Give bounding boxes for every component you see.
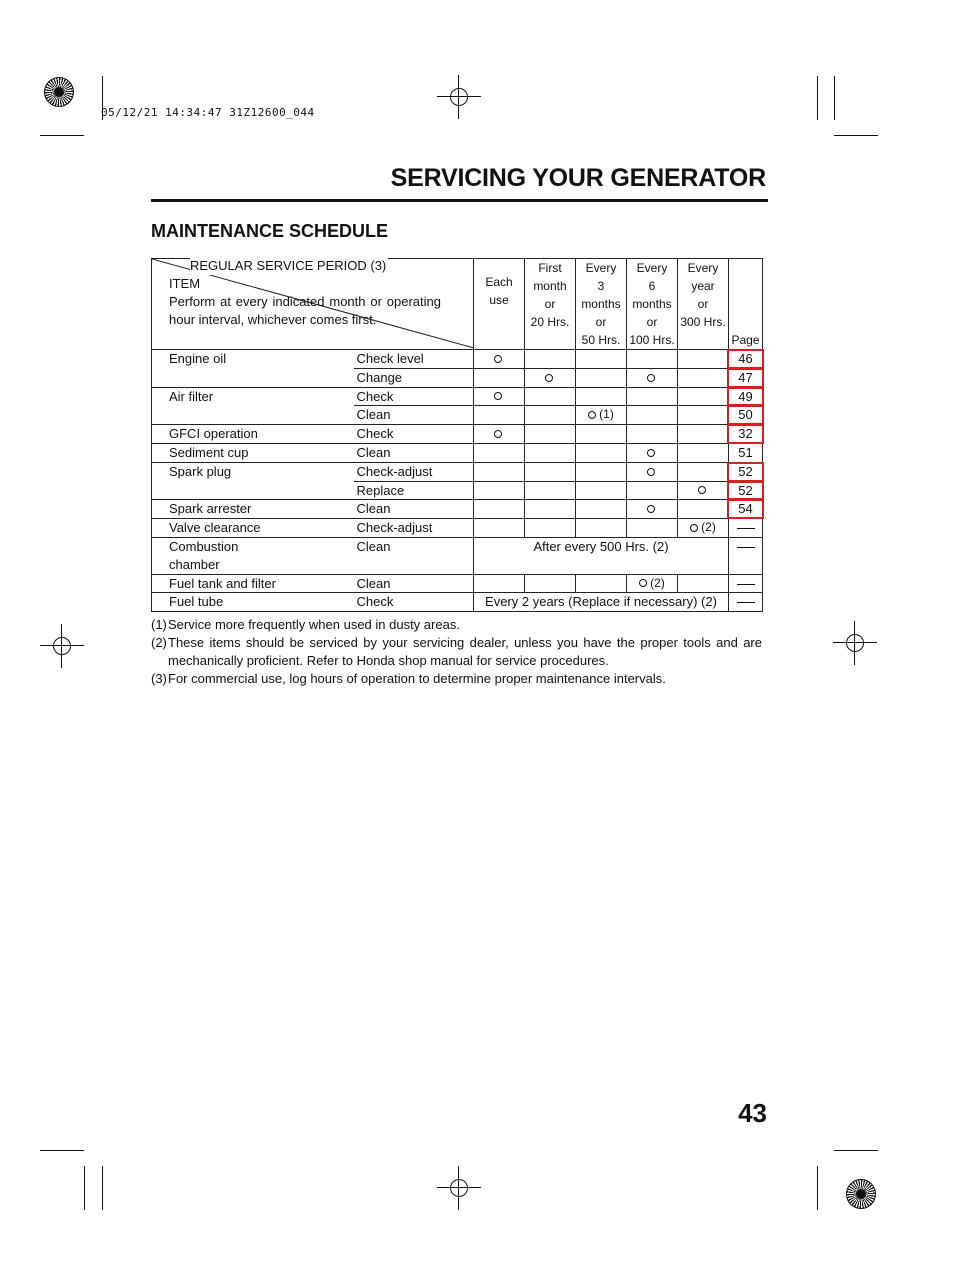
schedule-mark-cell — [474, 443, 525, 462]
item-name-cell — [152, 574, 354, 593]
page-reference-cell — [729, 519, 763, 538]
table-row — [152, 350, 763, 369]
circle-mark-icon — [647, 505, 655, 513]
circle-mark-icon — [639, 579, 647, 587]
schedule-mark-cell — [474, 425, 525, 444]
action-cell — [354, 350, 474, 369]
column-header — [474, 259, 525, 350]
item-name-cell — [152, 425, 354, 444]
crosshair-mark-icon — [833, 621, 877, 665]
schedule-mark-cell — [627, 574, 678, 593]
crop-mark — [834, 76, 835, 120]
action-cell — [354, 406, 474, 425]
maintenance-schedule-table — [151, 258, 762, 612]
column-header-line: Every — [687, 261, 719, 275]
item-name: Air filter — [169, 388, 214, 404]
schedule-mark-cell — [474, 350, 525, 369]
column-header — [576, 259, 627, 350]
item-name: Spark plug — [169, 463, 232, 479]
service-period-label: REGULAR SERVICE PERIOD (3) — [190, 258, 387, 273]
table-row — [152, 593, 763, 612]
schedule-mark-cell — [627, 425, 678, 444]
schedule-mark-cell — [525, 350, 576, 369]
schedule-mark-cell — [627, 387, 678, 406]
section-title: MAINTENANCE SCHEDULE — [151, 221, 389, 241]
crosshair-mark-icon — [437, 75, 481, 119]
page-reference-cell — [729, 462, 763, 481]
footnote-text: These items should be serviced by your servicing dealer, unless you have the proper tools and are mechanically proficient. Refer to Honda shop manual for service procedures. — [168, 635, 762, 668]
dash-mark-icon — [737, 584, 755, 585]
table-row — [152, 462, 763, 481]
column-header-line: 20 Hrs. — [530, 315, 570, 329]
item-name-cell — [152, 462, 354, 481]
action-label: Clean — [356, 575, 391, 591]
column-header-line: 50 Hrs. — [581, 333, 621, 347]
schedule-mark-cell — [474, 519, 525, 538]
schedule-mark-cell — [678, 406, 729, 425]
column-header-line: Each — [485, 275, 513, 289]
interval-span-cell — [474, 593, 729, 612]
schedule-mark-cell — [627, 368, 678, 387]
schedule-mark-cell — [678, 368, 729, 387]
interval-text: Every 2 years (Replace if necessary) (2) — [485, 594, 717, 610]
action-label: Check-adjust — [356, 520, 433, 536]
circle-mark-icon — [494, 355, 502, 363]
item-name: Combustion chamber — [169, 538, 239, 572]
crop-mark — [84, 1166, 85, 1210]
footnote-text: For commercial use, log hours of operation to determine proper maintenance intervals. — [168, 671, 666, 686]
action-label: Clean — [356, 407, 391, 423]
schedule-mark-cell — [576, 350, 627, 369]
column-header-line: months — [581, 297, 621, 311]
schedule-mark-cell — [525, 368, 576, 387]
action-cell — [354, 462, 474, 481]
page-reference-cell — [729, 368, 763, 387]
schedule-mark-cell — [474, 406, 525, 425]
table-header-row — [152, 259, 763, 350]
schedule-mark-cell — [678, 462, 729, 481]
table-row — [152, 368, 763, 387]
table-row — [152, 519, 763, 538]
item-name-cell — [152, 350, 354, 369]
schedule-mark-cell — [525, 519, 576, 538]
column-header-line: or — [595, 315, 607, 329]
item-name-cell — [152, 500, 354, 519]
page-number: 43 — [738, 1098, 767, 1128]
table-row — [152, 574, 763, 593]
schedule-mark-cell — [627, 406, 678, 425]
action-cell — [354, 500, 474, 519]
action-label: Check — [356, 594, 394, 610]
table-row — [152, 443, 763, 462]
page-reference: 52 — [738, 482, 753, 498]
item-name: Engine oil — [169, 351, 227, 366]
action-label: Check — [356, 426, 394, 442]
schedule-mark-cell — [525, 425, 576, 444]
item-name-cell — [152, 519, 354, 538]
schedule-mark-cell — [678, 519, 729, 538]
item-name-cell — [152, 593, 354, 612]
action-cell — [354, 387, 474, 406]
column-header-line: 100 Hrs. — [629, 333, 675, 347]
page-reference-cell — [729, 481, 763, 500]
footnote-text: Service more frequently when used in dusty areas. — [168, 617, 460, 632]
column-header-line: or — [697, 297, 709, 311]
item-name-cell — [152, 537, 354, 574]
circle-mark-icon — [647, 468, 655, 476]
footnote-number: (3) — [151, 671, 167, 686]
column-header-line: or — [544, 297, 556, 311]
page-reference-cell — [729, 443, 763, 462]
column-header-line: First — [538, 261, 562, 275]
schedule-mark-cell — [474, 481, 525, 500]
page-reference-cell — [729, 593, 763, 612]
schedule-mark-cell — [678, 574, 729, 593]
crosshair-mark-icon — [437, 1166, 481, 1210]
column-header-line: 300 Hrs. — [680, 315, 726, 329]
column-header-line: Every — [585, 261, 617, 275]
action-label: Check — [356, 388, 394, 404]
action-label: Change — [356, 369, 403, 385]
item-label: ITEM — [169, 276, 201, 291]
column-header-line: month — [533, 279, 567, 293]
table-row — [152, 425, 763, 444]
registration-mark-icon — [846, 1179, 876, 1209]
mark-note: (2) — [701, 520, 716, 535]
page-column-header — [729, 259, 763, 350]
schedule-mark-cell — [525, 574, 576, 593]
page-reference-cell — [729, 350, 763, 369]
column-header-line: 3 — [597, 279, 605, 293]
schedule-mark-cell — [474, 387, 525, 406]
crop-mark — [102, 1166, 103, 1210]
schedule-mark-cell — [627, 350, 678, 369]
page-reference-cell — [729, 500, 763, 519]
action-label: Clean — [356, 444, 391, 460]
action-label: Check-adjust — [356, 463, 433, 479]
page-reference-cell — [729, 537, 763, 574]
mark-note: (2) — [650, 575, 665, 590]
schedule-mark-cell — [627, 500, 678, 519]
page-reference: 51 — [738, 444, 753, 460]
circle-mark-icon — [647, 374, 655, 382]
schedule-mark-cell — [576, 368, 627, 387]
schedule-mark-cell — [576, 406, 627, 425]
page-reference-cell — [729, 574, 763, 593]
page-reference: 47 — [738, 369, 753, 385]
mark-note: (1) — [599, 407, 614, 422]
circle-mark-icon — [545, 374, 553, 382]
schedule-mark-cell — [576, 500, 627, 519]
schedule-mark-cell — [525, 500, 576, 519]
circle-mark-icon — [494, 392, 502, 400]
schedule-mark-cell — [474, 574, 525, 593]
page-reference: 50 — [738, 407, 753, 423]
action-cell — [354, 481, 474, 500]
page-reference-cell — [729, 406, 763, 425]
print-slug: 05/12/21 14:34:47 31Z12600_044 — [101, 106, 315, 119]
item-name: Fuel tank and filter — [169, 575, 276, 591]
item-name: GFCI operation — [169, 426, 258, 442]
table-row — [152, 387, 763, 406]
page-reference: 54 — [738, 501, 753, 517]
item-name-cell — [152, 443, 354, 462]
header-rule — [151, 199, 768, 202]
perform-instruction: Perform at every indicated month or operating hour interval, whichever comes first. — [169, 294, 441, 327]
table-row — [152, 500, 763, 519]
table-row — [152, 406, 763, 425]
action-cell — [354, 368, 474, 387]
page-reference-cell — [729, 387, 763, 406]
crop-mark — [834, 135, 878, 136]
column-header-line: 6 — [648, 279, 656, 293]
crop-mark — [40, 135, 84, 136]
circle-mark-icon — [647, 449, 655, 457]
interval-span-cell — [474, 537, 729, 574]
column-header-line: months — [632, 297, 672, 311]
footnote — [151, 616, 762, 634]
column-header — [627, 259, 678, 350]
dash-mark-icon — [737, 547, 755, 548]
schedule-mark-cell — [525, 406, 576, 425]
action-cell — [354, 425, 474, 444]
dash-mark-icon — [737, 528, 755, 529]
schedule-mark-cell — [576, 443, 627, 462]
footnote-number: (2) — [151, 635, 167, 650]
schedule-mark-cell — [525, 387, 576, 406]
column-header — [525, 259, 576, 350]
schedule-mark-cell — [576, 387, 627, 406]
page-reference-cell — [729, 425, 763, 444]
circle-mark-icon — [690, 524, 698, 532]
crop-mark — [817, 1166, 818, 1210]
action-label: Replace — [356, 482, 405, 498]
schedule-mark-cell — [627, 481, 678, 500]
table-row — [152, 481, 763, 500]
dash-mark-icon — [737, 602, 755, 603]
action-label: Clean — [356, 501, 391, 517]
action-cell — [354, 593, 474, 612]
schedule-mark-cell — [627, 443, 678, 462]
item-name: Valve clearance — [169, 520, 261, 536]
footnote — [151, 670, 762, 688]
schedule-mark-cell — [678, 425, 729, 444]
schedule-mark-cell — [678, 500, 729, 519]
action-cell — [354, 443, 474, 462]
schedule-mark-cell — [525, 481, 576, 500]
column-header-line: year — [691, 279, 715, 293]
schedule-mark-cell — [576, 519, 627, 538]
schedule-mark-cell — [576, 481, 627, 500]
column-header-line: Every — [636, 261, 668, 275]
page-reference: 32 — [738, 426, 753, 442]
crop-mark — [834, 1150, 878, 1151]
circle-mark-icon — [698, 486, 706, 494]
schedule-mark-cell — [525, 443, 576, 462]
crop-mark — [40, 1150, 84, 1151]
schedule-mark-cell — [678, 481, 729, 500]
table-row — [152, 537, 763, 574]
page-reference: 46 — [738, 351, 753, 366]
page-column-label: Page — [731, 333, 760, 347]
crop-mark — [817, 76, 818, 120]
schedule-mark-cell — [678, 350, 729, 369]
column-header — [678, 259, 729, 350]
registration-mark-icon — [44, 77, 74, 107]
interval-text: After every 500 Hrs. (2) — [533, 538, 669, 554]
schedule-mark-cell — [525, 462, 576, 481]
item-name: Spark arrester — [169, 501, 252, 517]
page-reference: 49 — [738, 388, 753, 404]
action-cell — [354, 574, 474, 593]
schedule-mark-cell — [576, 574, 627, 593]
schedule-mark-cell — [576, 462, 627, 481]
column-header-line: use — [489, 293, 509, 307]
item-name-cell — [152, 481, 354, 500]
schedule-mark-cell — [627, 519, 678, 538]
circle-mark-icon — [588, 411, 596, 419]
item-name-cell — [152, 406, 354, 425]
item-name-cell — [152, 368, 354, 387]
action-cell — [354, 519, 474, 538]
schedule-mark-cell — [678, 443, 729, 462]
action-cell — [354, 537, 474, 574]
schedule-mark-cell — [474, 368, 525, 387]
action-label: Clean — [356, 538, 391, 554]
column-header-line: or — [646, 315, 658, 329]
schedule-mark-cell — [576, 425, 627, 444]
schedule-mark-cell — [678, 387, 729, 406]
schedule-mark-cell — [474, 500, 525, 519]
item-name-cell — [152, 387, 354, 406]
item-name: Fuel tube — [169, 594, 224, 610]
footnote — [151, 634, 762, 670]
page-header-title: SERVICING YOUR GENERATOR — [390, 164, 766, 192]
crosshair-mark-icon — [40, 624, 84, 668]
footnote-number: (1) — [151, 617, 167, 632]
circle-mark-icon — [494, 430, 502, 438]
schedule-mark-cell — [474, 462, 525, 481]
schedule-mark-cell — [627, 462, 678, 481]
action-label: Check level — [356, 351, 424, 366]
footnotes — [151, 616, 762, 688]
page-reference: 52 — [738, 463, 753, 479]
item-name: Sediment cup — [169, 444, 249, 460]
